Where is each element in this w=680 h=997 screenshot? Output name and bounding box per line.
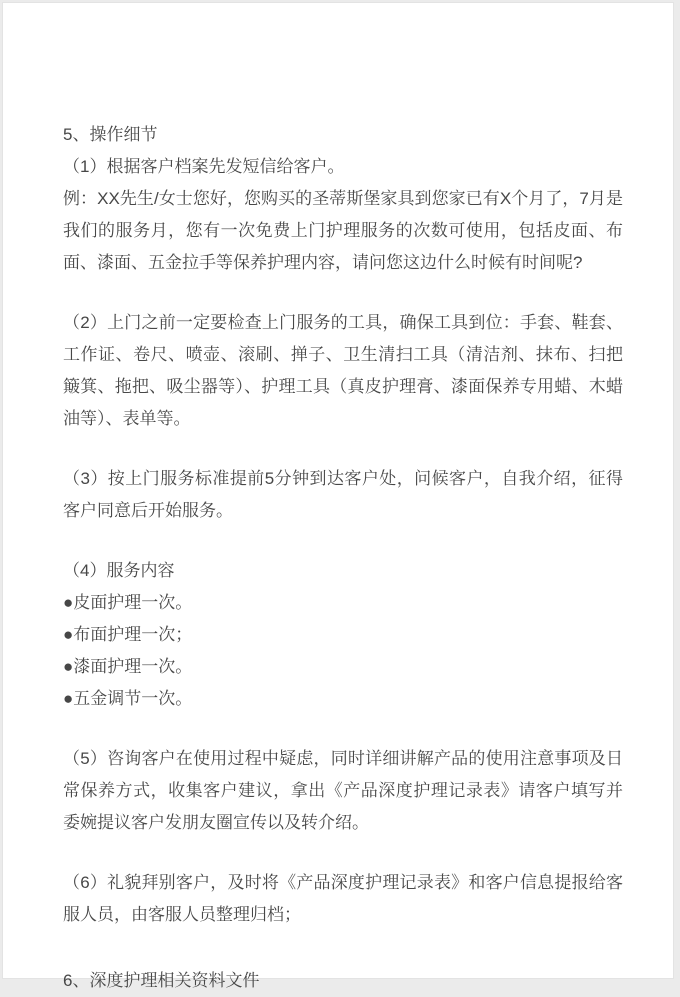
- document-page: [3, 3, 673, 990]
- item-6-paragraph: （6）礼貌拜别客户，及时将《产品深度护理记录表》和客户信息提报给客服人员，由客服人员整理归档；: [63, 873, 623, 924]
- item-3-paragraph: （3）按上门服务标准提前5分钟到达客户处，问候客户，自我介绍，征得客户同意后开始服务。: [63, 469, 623, 520]
- item-4-heading: （4）服务内容: [63, 561, 175, 580]
- item-5-paragraph: （5）咨询客户在使用过程中疑虑，同时详细讲解产品的使用注意事项及日常保养方式，收集客户建议，拿出《产品深度护理记录表》请客户填写并委婉提议客户发朋友圈宣传以及转介绍。: [63, 749, 623, 832]
- section-5-heading: 5、操作细节: [63, 125, 158, 144]
- service-bullet-leather: ●皮面护理一次。: [63, 593, 193, 612]
- service-bullet-hardware: ●五金调节一次。: [63, 689, 193, 708]
- service-bullet-paint: ●漆面护理一次。: [63, 657, 193, 676]
- item-1-intro: （1）根据客户档案先发短信给客户。: [63, 157, 345, 176]
- item-1-example: 例：XX先生/女士您好，您购买的圣蒂斯堡家具到您家已有X个月了，7月是我们的服务月，您有一次免费上门护理服务的次数可使用，包括皮面、布面、漆面、五金拉手等保养护理内容，请问您这边什么时候有时间呢?: [63, 189, 623, 272]
- document-content: [3, 3, 673, 997]
- item-2-paragraph: （2）上门之前一定要检查上门服务的工具，确保工具到位：手套、鞋套、工作证、卷尺、喷壶、滚刷、掸子、卫生清扫工具（清洁剂、抹布、扫把簸箕、拖把、吸尘器等）、护理工具（真皮护理膏、漆面保养专用蜡、木蜡油等）、表单等。: [63, 313, 623, 428]
- service-bullet-fabric: ●布面护理一次；: [63, 625, 193, 644]
- section-6-heading: 6、深度护理相关资料文件: [63, 971, 260, 990]
